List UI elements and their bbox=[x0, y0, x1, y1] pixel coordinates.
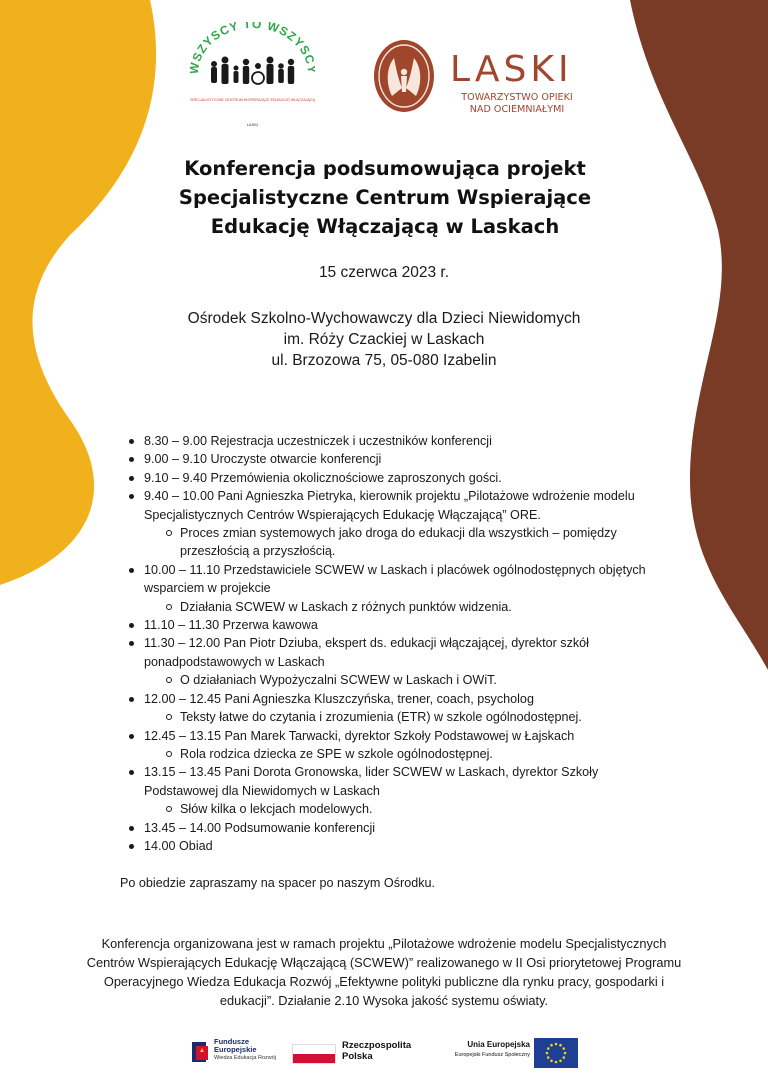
logo-wtw-subtitle: SPECJALISTYCZNE CENTRUM WSPIERAJĄCE EDUKACJĘ WŁĄCZAJĄCĄ bbox=[190, 98, 315, 102]
agenda-item-text: 12.45 – 13.15 Pan Marek Tarwacki, dyrektor Szkoły Podstawowej w Łajskach bbox=[144, 728, 575, 743]
logo-laski-subtitle-line: NAD OCIEMNIAŁYMI bbox=[469, 104, 565, 115]
rzeczpospolita-polska-text bbox=[342, 1040, 411, 1062]
agenda-subitem: Działania SCWEW w Laskach z różnych punktów widzenia. bbox=[164, 598, 646, 616]
footer-note-line: edukacji”. Działanie 2.10 Wysoka jakość systemu oświaty. bbox=[219, 993, 549, 1008]
agenda-subitem: Proces zmian systemowych jako droga do edukacji dla wszystkich – pomiędzy przeszłością a przyszłością. bbox=[164, 524, 646, 561]
fundusze-europejskie-text bbox=[214, 1038, 276, 1062]
hands-emblem-icon bbox=[372, 38, 436, 114]
agenda-item bbox=[126, 727, 646, 764]
logo-laski-subtitle bbox=[454, 92, 580, 116]
agenda-item-text: 9.10 – 9.40 Przemówienia okolicznościowe zaproszonych gości. bbox=[144, 470, 502, 485]
title-line: Konferencja podsumowująca projekt bbox=[184, 157, 586, 180]
agenda-item bbox=[126, 432, 646, 450]
people-silhouettes-icon bbox=[211, 57, 294, 85]
agenda-subitem: Słów kilka o lekcjach modelowych. bbox=[164, 800, 646, 818]
logo-laski bbox=[372, 38, 582, 122]
eu-flag-icon bbox=[534, 1038, 578, 1068]
event-date: 15 czerwca 2023 r. bbox=[318, 264, 450, 281]
agenda-sublist bbox=[144, 708, 646, 726]
agenda-item bbox=[126, 561, 646, 616]
agenda-item bbox=[126, 763, 646, 818]
agenda-list bbox=[126, 432, 646, 855]
agenda-item bbox=[126, 469, 646, 487]
agenda-item-text: 12.00 – 12.45 Pani Agnieszka Kluszczyńska, trener, coach, psycholog bbox=[144, 691, 534, 706]
funder-logos bbox=[0, 1036, 768, 1072]
agenda-item-text: 14.00 Obiad bbox=[144, 838, 213, 853]
agenda-item bbox=[126, 634, 646, 689]
venue-line: Ośrodek Szkolno-Wychowawczy dla Dzieci Niewidomych bbox=[187, 310, 581, 327]
agenda-item bbox=[126, 837, 646, 855]
venue-line: im. Róży Czackiej w Laskach bbox=[283, 331, 485, 348]
agenda-item bbox=[126, 487, 646, 561]
footer-note-line: Centrów Wspierających Edukację Włączającą (SCWEW)” realizowanego w II Osi priorytetowej Programu bbox=[86, 955, 682, 970]
logo-wszyscy-to-wszyscy bbox=[190, 22, 315, 132]
agenda-item-text: 11.30 – 12.00 Pan Piotr Dziuba, ekspert ds. edukacji włączającej, dyrektor szkół ponadpodstawowych w Laskach bbox=[144, 636, 589, 669]
agenda-subitem: Teksty łatwe do czytania i zrozumienia (ETR) w szkole ogólnodostępnej. bbox=[164, 708, 646, 726]
fe-line: Europejskie bbox=[214, 1045, 257, 1054]
agenda-subitem: O działaniach Wypożyczalni SCWEW w Laskach i OWiT. bbox=[164, 671, 646, 689]
agenda-sublist bbox=[144, 745, 646, 763]
event-venue bbox=[0, 308, 768, 371]
ue-fund: Europejski Fundusz Społeczny bbox=[454, 1052, 530, 1058]
agenda-item-text: 13.15 – 13.45 Pani Dorota Gronowska, lider SCWEW w Laskach, dyrektor Szkoły Podstawowej dla Niewidomych w Laskach bbox=[144, 765, 599, 798]
fe-line: Fundusze bbox=[214, 1037, 249, 1046]
agenda-item-text: 13.45 – 14.00 Podsumowanie konferencji bbox=[144, 820, 376, 835]
agenda-item bbox=[126, 690, 646, 727]
agenda-item-text: 11.10 – 11.30 Przerwa kawowa bbox=[144, 618, 318, 633]
rp-line: Rzeczpospolita bbox=[342, 1040, 412, 1051]
closing-note: Po obiedzie zapraszamy na spacer po naszym Ośrodku. bbox=[120, 876, 435, 890]
agenda-sublist bbox=[144, 598, 646, 616]
page-title bbox=[130, 154, 640, 241]
project-funding-note bbox=[60, 934, 708, 1010]
logo-wtw-tag: LASKI bbox=[246, 122, 259, 127]
polish-flag-icon bbox=[292, 1044, 336, 1064]
footer-note-line: Operacyjnego Wiedza Edukacja Rozwój „Efektywne polityki publiczne dla rynku pracy, gospodarki i bbox=[103, 974, 665, 989]
agenda-item bbox=[126, 450, 646, 468]
logo-laski-name: LASKI bbox=[450, 49, 573, 90]
logo-laski-subtitle-line: TOWARZYSTWO OPIEKI bbox=[461, 92, 573, 103]
rp-line: Polska bbox=[342, 1051, 373, 1062]
agenda-item-text: 9.40 – 10.00 Pani Agnieszka Pietryka, kierownik projektu „Pilotażowe wdrożenie modelu Specjalistycznych Centrów Wspierających Edukację Włączającą” ORE. bbox=[144, 489, 635, 522]
agenda-sublist bbox=[144, 671, 646, 689]
venue-line: ul. Brzozowa 75, 05-080 Izabelin bbox=[271, 352, 497, 369]
agenda-sublist bbox=[144, 800, 646, 818]
agenda-item bbox=[126, 616, 646, 634]
fe-program: Wiedza Edukacja Rozwój bbox=[214, 1055, 277, 1061]
footer-note-line: Konferencja organizowana jest w ramach projektu „Pilotażowe wdrożenie modelu Specjalistycznych bbox=[101, 936, 667, 951]
fundusze-europejskie-icon bbox=[192, 1040, 212, 1064]
ue-line: Unia Europejska bbox=[467, 1040, 530, 1049]
agenda-item bbox=[126, 819, 646, 837]
unia-europejska-text bbox=[450, 1040, 530, 1060]
agenda-item-text: 10.00 – 11.10 Przedstawiciele SCWEW w Laskach i placówek ogólnodostępnych objętych wsparciem w projekcie bbox=[144, 562, 646, 596]
title-line: Specjalistyczne Centrum Wspierające bbox=[178, 186, 592, 209]
title-line: Edukację Włączającą w Laskach bbox=[210, 215, 560, 238]
agenda-subitem: Rola rodzica dziecka ze SPE w szkole ogólnodostępnej. bbox=[164, 745, 646, 763]
agenda-item-text: 8.30 – 9.00 Rejestracja uczestniczek i uczestników konferencji bbox=[144, 434, 492, 448]
agenda-item-text: 9.00 – 9.10 Uroczyste otwarcie konferencji bbox=[144, 452, 382, 467]
agenda-sublist bbox=[144, 524, 646, 561]
logo-wtw-arc-text: SZYSCY TO WSZYS bbox=[190, 22, 314, 64]
